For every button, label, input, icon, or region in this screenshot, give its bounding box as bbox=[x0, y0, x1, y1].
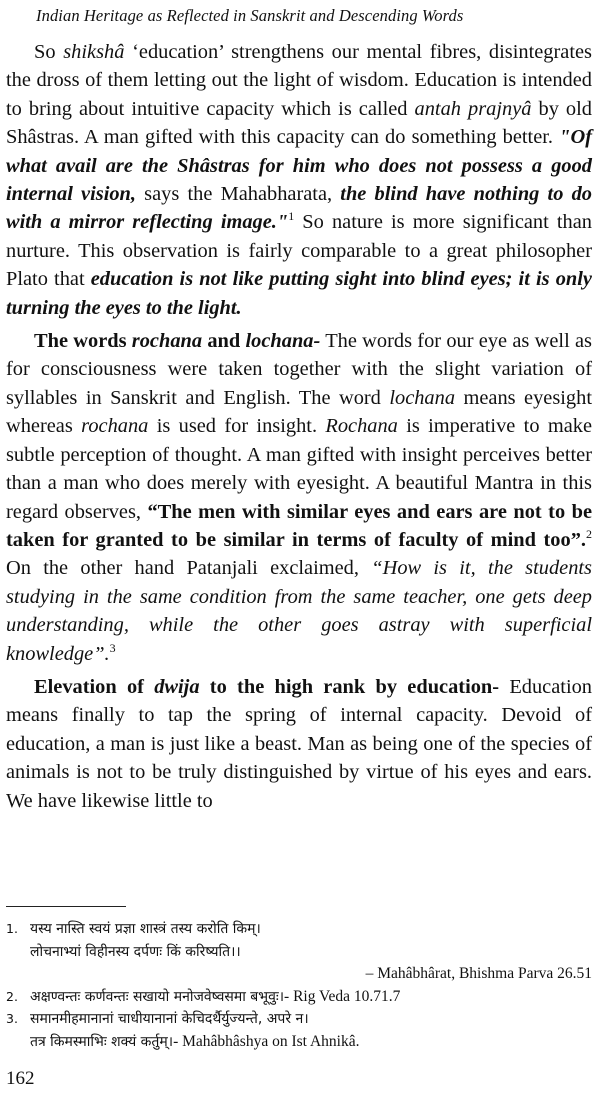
sanskrit-term: antah prajnyâ bbox=[414, 97, 532, 120]
sanskrit-verse: अक्षण्वन्तः कर्णवन्तः सखायो मनोजवेष्वसमा बभूवुः। bbox=[30, 988, 285, 1005]
text-span: means eyesight whereas bbox=[6, 386, 592, 438]
text-span: says the Mahabharata, bbox=[136, 183, 341, 206]
footnote-number: 1. bbox=[6, 921, 18, 936]
section-heading: to the high rank by education- bbox=[199, 675, 500, 698]
sanskrit-verse: तत्र किमस्माभिः शक्यं कर्तुम्। bbox=[30, 1033, 174, 1050]
sanskrit-term: shikshâ bbox=[63, 41, 125, 63]
sanskrit-verse: समानमीहमानानां चाधीयानानां केचिदर्थैर्युज्यन्ते, अपरे न। bbox=[30, 1011, 309, 1027]
quotation: “The men with similar eyes and ears are not to be taken for granted to be similar in terms of faculty of mind too”. bbox=[6, 500, 593, 551]
footnote-3 bbox=[6, 1008, 592, 1031]
text-span: Education means finally to tap the spring of internal capacity. Devoid of education, a man is just like a beast. Man as being one of the species of animals is not to be truly distinguished by virtue of his eyes and ears. We have likewise little to bbox=[6, 675, 592, 812]
quotation: "Of what avail are the Shâstras for him who does not possess a good internal vision, bbox=[6, 126, 592, 206]
text-span: is imperative to make subtle perception of thought. A man gifted with insight perceives better than a man who does merely with eyesight. A beautiful Mantra in this regard observes, bbox=[6, 415, 593, 523]
footnote-1 bbox=[6, 918, 592, 941]
paragraph-rochana-lochana bbox=[6, 327, 592, 668]
footnote-ref: 1 bbox=[288, 209, 295, 224]
footnote-ref: 2 bbox=[586, 527, 592, 542]
footnote-ref: 3 bbox=[109, 640, 116, 655]
section-heading-term: dwija bbox=[154, 675, 200, 698]
text-span: So bbox=[34, 41, 64, 63]
footnote-1-line2 bbox=[6, 941, 592, 964]
quotation: the blind have nothing to do with a mirror reflecting image." bbox=[6, 183, 592, 234]
section-heading-term: rochana bbox=[131, 330, 203, 353]
page-number: 162 bbox=[6, 1068, 35, 1089]
footnote-source: - Mahâbhâshya on Ist Ahnikâ. bbox=[173, 1032, 360, 1050]
sanskrit-term: Rochana bbox=[325, 415, 398, 438]
paragraph-dwija bbox=[6, 673, 592, 815]
text-span: The words for our eye as well as for consciousness were taken together with the slight variation of syllables in Sanskrit and English. The word bbox=[6, 330, 592, 409]
footnote-3-line2 bbox=[6, 1031, 592, 1054]
paragraph-education-vision bbox=[6, 38, 592, 322]
footnote-2 bbox=[6, 986, 592, 1009]
text-span: On the other hand Patanjali exclaimed, bbox=[6, 557, 372, 580]
quotation: education is not like putting sight into blind eyes; it is only turning the eyes to the light. bbox=[6, 268, 592, 319]
text-span: So nature is more significant than nurture. This observation is fairly comparable to a great philosopher Plato that bbox=[6, 211, 592, 291]
text-span: is used for insight. bbox=[148, 415, 326, 438]
text-span: ‘education’ strengthens our mental fibres, disintegrates the dross of them letting out the light of wisdom. Education is intended to bring about intuitive capacity which is called bbox=[6, 41, 592, 120]
sanskrit-term: rochana bbox=[81, 415, 149, 438]
body-text bbox=[6, 38, 592, 815]
section-heading: Elevation of bbox=[34, 675, 155, 698]
footnote-number: 2. bbox=[6, 988, 18, 1004]
section-heading: and bbox=[202, 330, 246, 353]
footnote-indent bbox=[6, 941, 30, 964]
footnotes bbox=[6, 918, 592, 1053]
footnote-source: – Mahâbhârat, Bhishma Parva 26.51 bbox=[365, 965, 592, 982]
section-heading: The words bbox=[34, 330, 132, 353]
sanskrit-term: lochana bbox=[389, 386, 456, 409]
footnote-source: - Rig Veda 10.71.7 bbox=[284, 987, 401, 1005]
sanskrit-verse: लोचनाभ्यां विहीनस्य दर्पणः किं करिष्यति।। bbox=[30, 943, 241, 960]
quotation: “How is it, the students studying in the same condition from the same teacher, one gets deep understanding, while the other goes astray with superficial knowledge”. bbox=[6, 557, 592, 665]
footnote-1-source bbox=[6, 963, 592, 986]
running-head: Indian Heritage as Reflected in Sanskrit and Descending Words bbox=[36, 6, 464, 25]
footnote-indent bbox=[6, 1031, 30, 1054]
text-span: by old Shâstras. A man gifted with this capacity can do something better. bbox=[6, 97, 592, 149]
footnote-divider bbox=[6, 906, 126, 907]
sanskrit-verse: यस्य नास्ति स्वयं प्रज्ञा शास्त्रं तस्य करोति किम्। bbox=[30, 921, 261, 937]
footnote-number: 3. bbox=[6, 1011, 18, 1026]
section-heading-term: lochana- bbox=[245, 330, 321, 353]
